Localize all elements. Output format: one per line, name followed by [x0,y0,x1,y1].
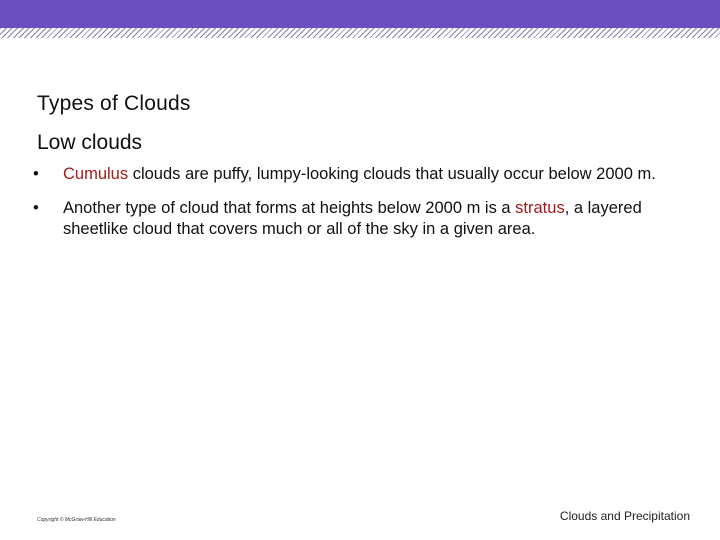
bullet-text: , a layered sheetlike cloud that covers much or all of the sky in a given area. [63,199,642,238]
slide-subtitle: Low clouds [37,131,143,154]
bullet-text: Another type of cloud that forms at heights below 2000 m is a [63,199,516,217]
bullet-item-cumulus [33,164,683,185]
bullet-text: clouds are puffy, lumpy-looking clouds that usually occur below 2000 m. [128,165,656,183]
term-cumulus: Cumulus [63,165,129,183]
copyright-notice: Copyright © McGraw-Hill Education [37,517,116,523]
footer-section-title: Clouds and Precipitation [559,509,690,523]
bullet-glyph: • [33,165,39,183]
header-bar [0,0,720,28]
bullet-item-stratus [33,198,683,240]
bullet-glyph: • [33,199,39,217]
term-stratus: stratus [515,199,565,217]
header-stripe [0,28,720,38]
slide-title: Types of Clouds [37,92,191,115]
bullet-list [33,164,683,253]
